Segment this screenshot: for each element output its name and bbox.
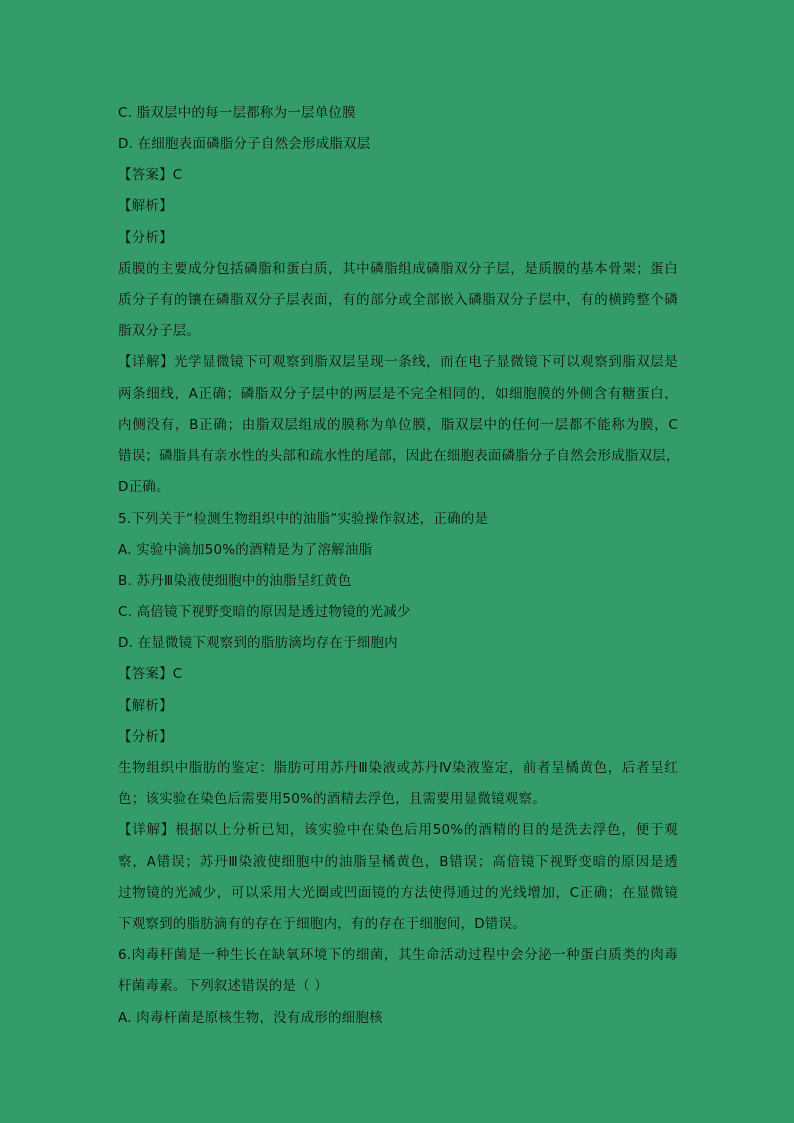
option-d: D. 在显微镜下观察到的脂肪滴均存在于细胞内 [118, 635, 398, 651]
paragraph-line: 下观察到的脂肪滴有的存在于细胞内，有的存在于细胞间，D错误。 [118, 916, 526, 932]
paragraph-line: 察，A错误；苏丹Ⅲ染液使细胞中的油脂呈橘黄色，B错误；高倍镜下视野变暗的原因是透 [118, 854, 678, 870]
paragraph-line: 【详解】根据以上分析已知，该实验中在染色后用50%的酒精的目的是洗去浮色，便于观 [118, 822, 678, 838]
option-c: C. 脂双层中的每一层都称为一层单位膜 [118, 105, 356, 121]
paragraph-line: 脂双分子层。 [118, 323, 201, 339]
paragraph-line: 色；该实验在染色后需要用50%的酒精去浮色，且需要用显微镜观察。 [118, 791, 546, 807]
paragraph-line: D正确。 [118, 479, 170, 495]
paragraph-line: 生物组织中脂肪的鉴定：脂肪可用苏丹Ⅲ染液或苏丹Ⅳ染液鉴定，前者呈橘黄色，后者呈红 [118, 760, 678, 776]
answer-label: 【答案】C [118, 167, 183, 183]
option-a: A. 肉毒杆菌是原核生物，没有成形的细胞核 [118, 1010, 383, 1026]
paragraph-line: 过物镜的光减少，可以采用大光圈或凹面镜的方法使得通过的光线增加，C正确；在显微镜 [118, 885, 678, 901]
paragraph-line: 两条细线，A正确；磷脂双分子层中的两层是不完全相同的，如细胞膜的外侧含有糖蛋白， [118, 386, 678, 402]
analysis-label: 【解析】 [118, 698, 173, 714]
question-6-cont: 杆菌毒素。下列叙述错误的是（ ） [118, 978, 328, 994]
paragraph-line: 错误；磷脂具有亲水性的头部和疏水性的尾部，因此在细胞表面磷脂分子自然会形成脂双层， [118, 448, 680, 464]
answer-label: 【答案】C [118, 666, 183, 682]
analysis-label: 【解析】 [118, 198, 173, 214]
fenxi-label: 【分析】 [118, 230, 173, 246]
option-d: D. 在细胞表面磷脂分子自然会形成脂双层 [118, 136, 371, 152]
fenxi-label: 【分析】 [118, 729, 173, 745]
option-c: C. 高倍镜下视野变暗的原因是透过物镜的光减少 [118, 604, 411, 620]
paragraph-line: 质膜的主要成分包括磷脂和蛋白质，其中磷脂组成磷脂双分子层，是质膜的基本骨架；蛋白 [118, 261, 678, 277]
option-b: B. 苏丹Ⅲ染液使细胞中的油脂呈红黄色 [118, 573, 352, 589]
question-5: 5.下列关于“检测生物组织中的油脂”实验操作叙述，正确的是 [118, 511, 489, 527]
question-6: 6.肉毒杆菌是一种生长在缺氧环境下的细菌，其生命活动过程中会分泌一种蛋白质类的肉毒 [118, 947, 678, 963]
paragraph-line: 内侧没有，B正确；由脂双层组成的膜称为单位膜，脂双层中的任何一层都不能称为膜，C [118, 417, 678, 433]
paragraph-line: 【详解】光学显微镜下可观察到脂双层呈现一条线，而在电子显微镜下可以观察到脂双层是 [118, 354, 678, 370]
paragraph-line: 质分子有的镶在磷脂双分子层表面，有的部分或全部嵌入磷脂双分子层中，有的横跨整个磷 [118, 292, 678, 308]
option-a: A. 实验中滴加50%的酒精是为了溶解油脂 [118, 542, 373, 558]
